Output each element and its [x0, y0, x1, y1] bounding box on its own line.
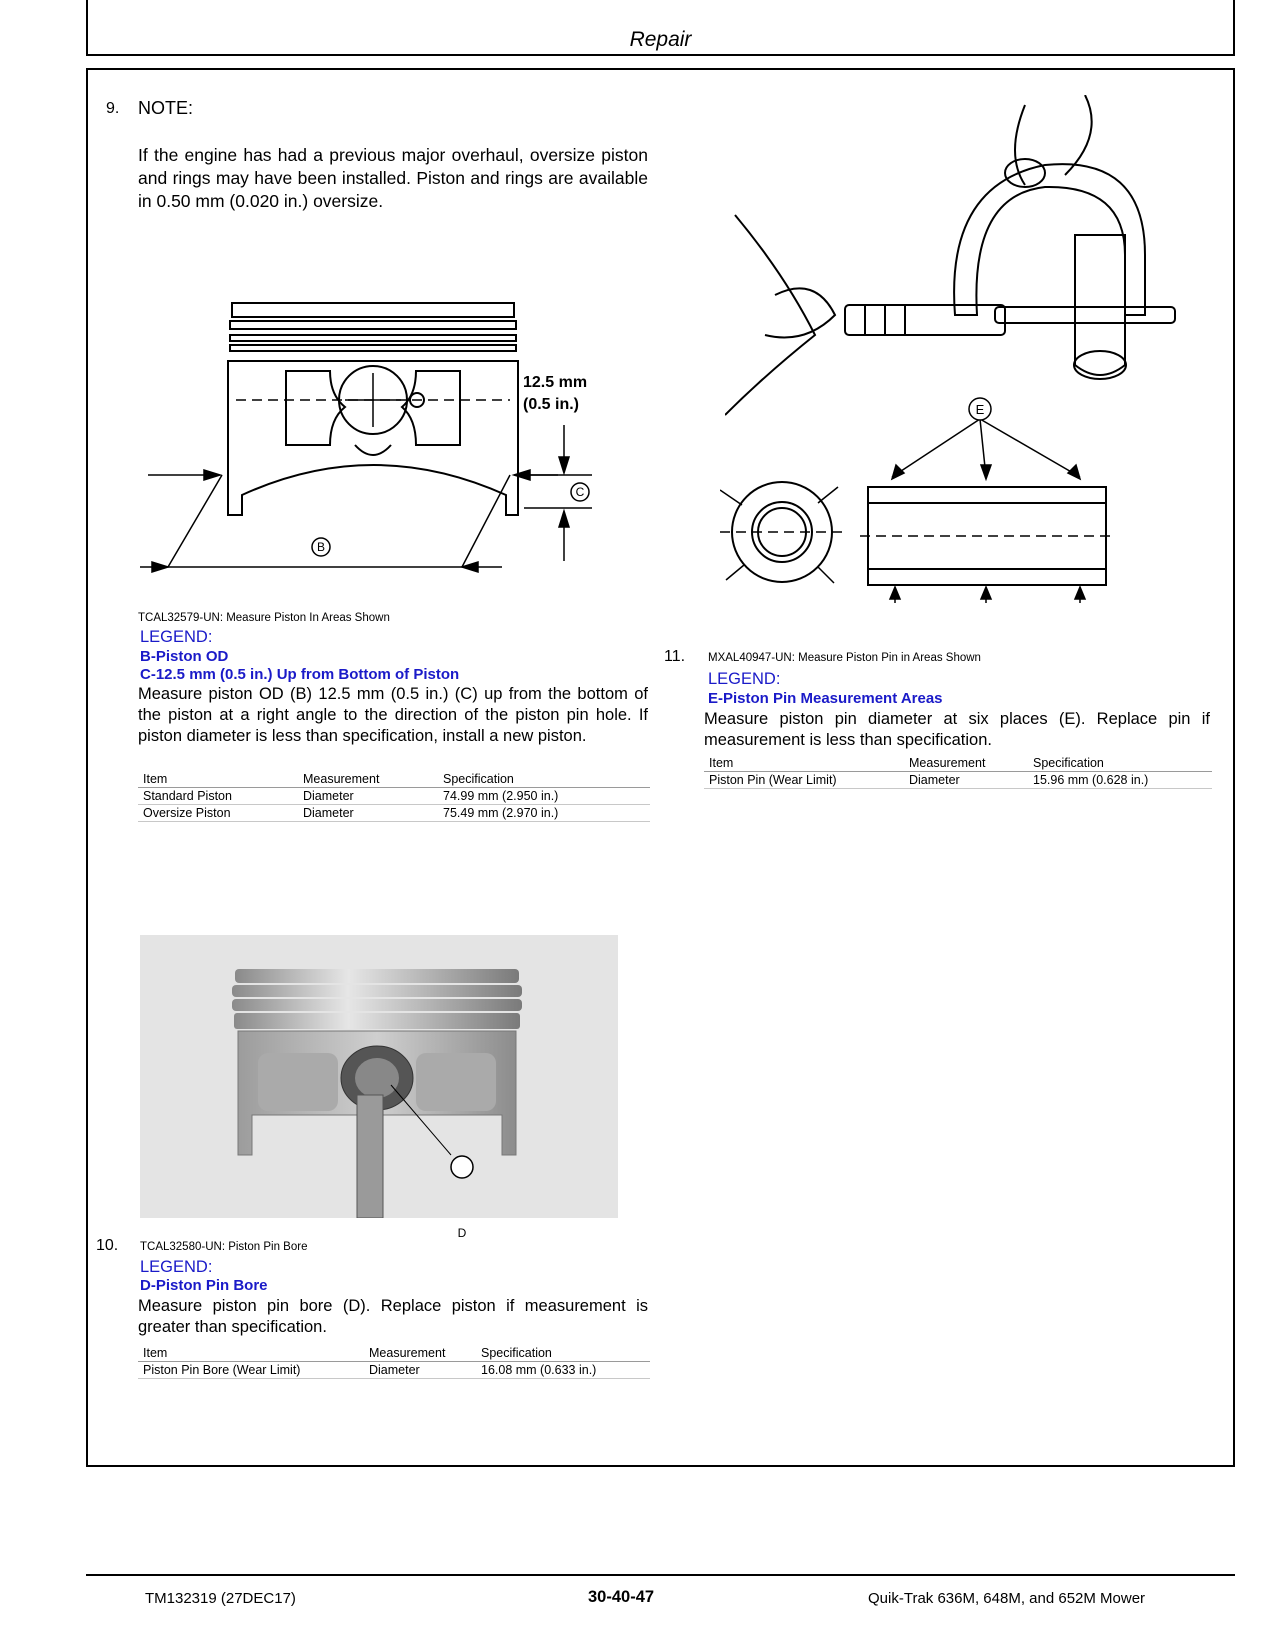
table-header: Item — [143, 772, 168, 786]
step-9-instruction: Measure piston OD (B) 12.5 mm (0.5 in.) (C) up from the bottom of the piston at a right angle to the direction of the piston pin hole. If piston diameter is less than specification, install a new piston. — [138, 685, 648, 745]
piston-pin-bore-photo — [140, 935, 618, 1218]
table-cell: 74.99 mm (2.950 in.) — [443, 789, 559, 803]
table-cell: Diameter — [369, 1363, 420, 1377]
table-row — [138, 805, 650, 822]
step-10-instruction: Measure piston pin bore (D). Replace piston if measurement is greater than specification. — [138, 1297, 648, 1336]
footer-rule — [86, 1574, 1235, 1576]
table-cell: Piston Pin (Wear Limit) — [709, 773, 837, 787]
legend-item-c: C-12.5 mm (0.5 in.) Up from Bottom of Piston — [140, 666, 460, 683]
table-cell: Diameter — [909, 773, 960, 787]
pin-bore-spec-table — [138, 1345, 650, 1379]
callout-dim-mm: 12.5 mm — [523, 374, 588, 391]
table-header-row — [138, 771, 650, 788]
micrometer-illustration — [725, 95, 1185, 435]
footer-doc-id: TM132319 (27DEC17) — [145, 1590, 296, 1607]
step-9-legend-title: LEGEND: — [140, 628, 213, 646]
step-10-number: 10. — [96, 1237, 119, 1254]
legend-item-d: D-Piston Pin Bore — [140, 1277, 268, 1294]
note-title: NOTE: — [138, 98, 194, 118]
table-cell: 75.49 mm (2.970 in.) — [443, 806, 559, 820]
callout-c-label: C — [575, 485, 585, 499]
step-10-legend-title: LEGEND: — [140, 1258, 213, 1276]
piston-od-diagram — [140, 295, 650, 595]
table-header: Specification — [443, 772, 514, 786]
table-header: Measurement — [909, 756, 986, 770]
table-cell: Standard Piston — [143, 789, 232, 803]
table-cell: Diameter — [303, 789, 354, 803]
table-header: Item — [143, 1346, 168, 1360]
step-11-caption: MXAL40947-UN: Measure Piston Pin in Areas Shown — [708, 652, 981, 664]
section-title: Repair — [629, 28, 692, 51]
callout-d-label: D — [457, 1226, 467, 1240]
table-cell: Piston Pin Bore (Wear Limit) — [143, 1363, 301, 1377]
legend-item-e: E-Piston Pin Measurement Areas — [708, 690, 943, 707]
table-header: Measurement — [303, 772, 380, 786]
table-header: Item — [709, 756, 734, 770]
table-header-row — [704, 755, 1212, 772]
footer-product: Quik-Trak 636M, 648M, and 652M Mower — [868, 1590, 1146, 1607]
piston-pin-diagram — [720, 395, 1180, 615]
table-header-row — [138, 1345, 650, 1362]
piston-spec-table — [138, 771, 650, 822]
table-header: Specification — [1033, 756, 1104, 770]
step-11-instruction: Measure piston pin diameter at six places (E). Replace pin if measurement is less than specification. — [704, 710, 1210, 749]
table-cell: 16.08 mm (0.633 in.) — [481, 1363, 597, 1377]
table-row — [138, 788, 650, 805]
note-text: If the engine has had a previous major overhaul, oversize piston and rings may have been installed. Piston and rings are available in 0.50 mm (0.020 in.) oversize. — [138, 145, 648, 211]
table-cell: Diameter — [303, 806, 354, 820]
callout-b-label: B — [316, 540, 325, 554]
callout-e-label: E — [975, 402, 985, 417]
table-header: Measurement — [369, 1346, 446, 1360]
step-9-caption: TCAL32579-UN: Measure Piston In Areas Shown — [138, 612, 390, 624]
table-row — [704, 772, 1212, 789]
page-number: 30-40-47 — [588, 1588, 655, 1606]
step-11-number: 11. — [664, 648, 686, 665]
step-11-legend-title: LEGEND: — [708, 670, 781, 688]
table-header: Specification — [481, 1346, 552, 1360]
table-cell: Oversize Piston — [143, 806, 231, 820]
table-cell: 15.96 mm (0.628 in.) — [1033, 773, 1149, 787]
piston-pin-spec-table — [704, 755, 1212, 789]
table-row — [138, 1362, 650, 1379]
legend-item-b: B-Piston OD — [140, 648, 229, 665]
step-9-number: 9. — [106, 100, 120, 117]
callout-dim-in: (0.5 in.) — [523, 396, 580, 413]
step-10-caption: TCAL32580-UN: Piston Pin Bore — [140, 1241, 308, 1253]
